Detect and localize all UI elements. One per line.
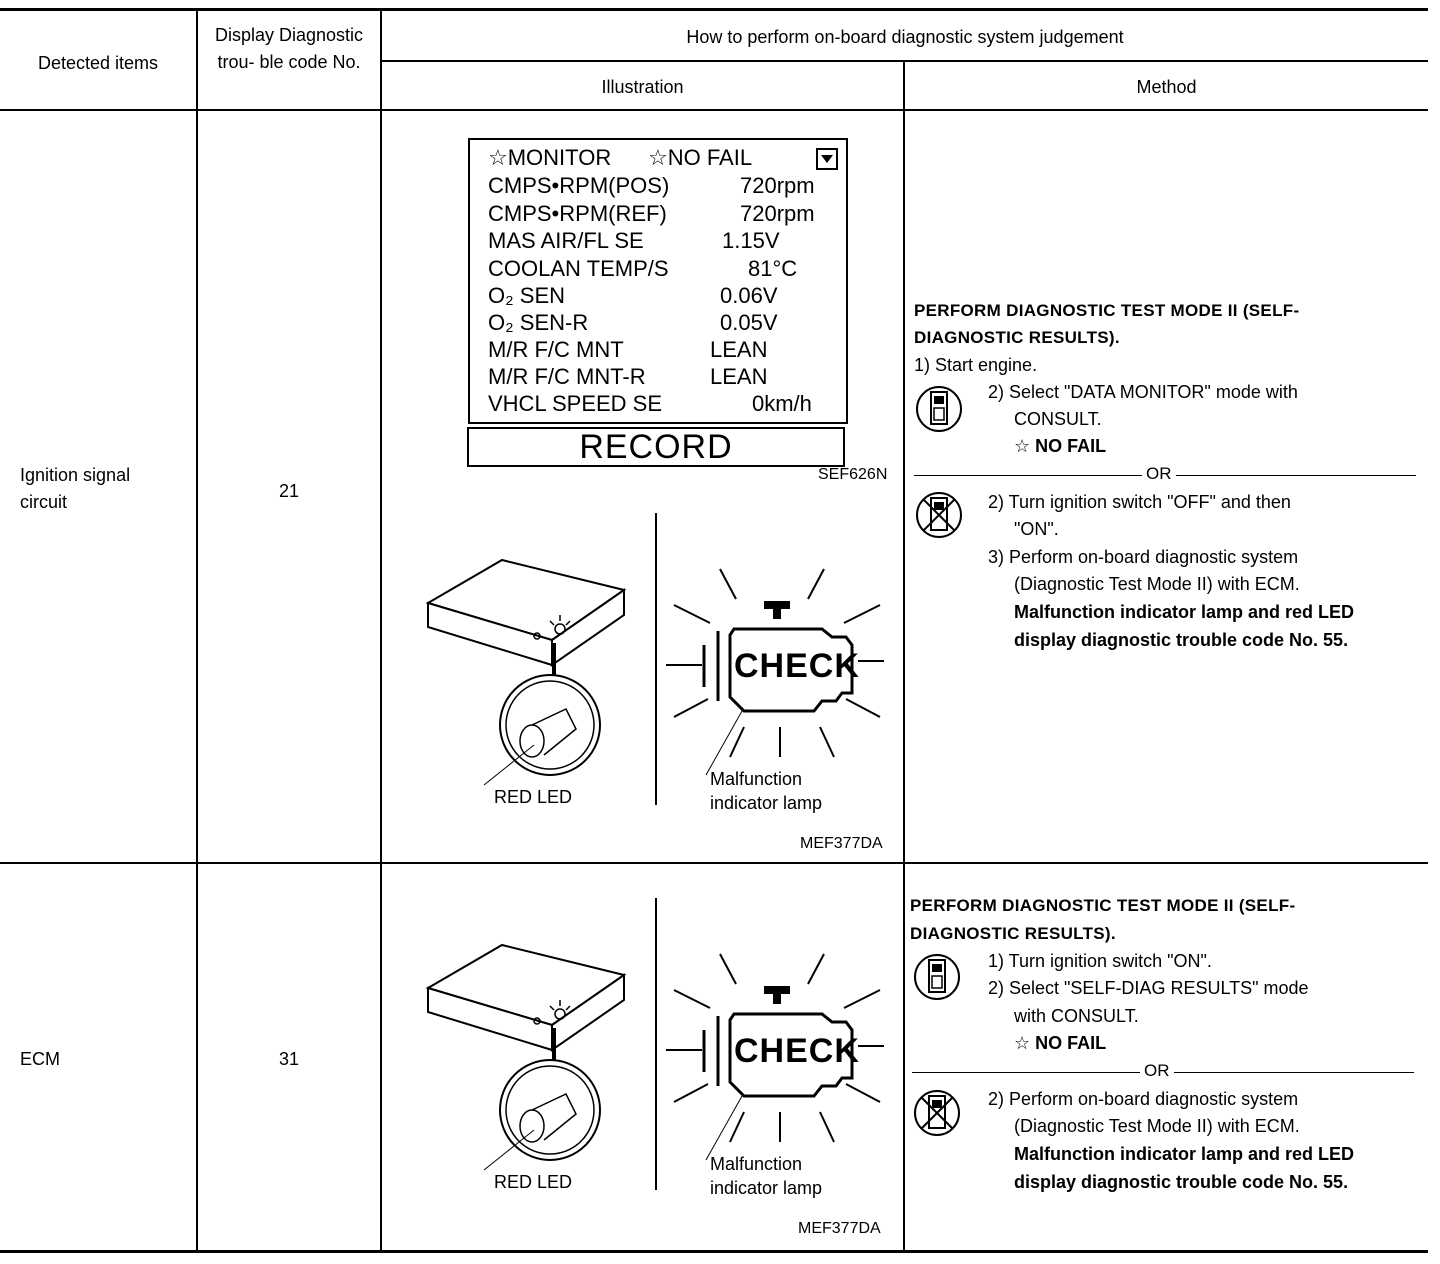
consult-item-value: 0.05V (720, 310, 778, 335)
consult-item-value: 0.06V (720, 283, 778, 308)
scroll-down-icon (816, 148, 838, 170)
header-display-code: Display Diagnostic trou- ble code No. (214, 25, 364, 72)
or-label: OR (1142, 464, 1176, 484)
consult-item-label: CMPS•RPM(POS) (488, 173, 670, 198)
consult-item-label: VHCL SPEED SE (488, 391, 663, 416)
method-step: "ON". (1014, 519, 1059, 539)
consult-item-value: 720rpm (740, 173, 815, 198)
consult-item-label: M/R F/C MNT (488, 337, 624, 362)
consult-item-label: COOLAN TEMP/S (488, 256, 669, 281)
ecm-illustration (384, 890, 902, 1245)
method-heading: DIAGNOSTIC RESULTS). (910, 924, 1116, 943)
row1-detected-item: Ignition signal circuit (20, 465, 131, 512)
method-step: CONSULT. (1014, 409, 1102, 429)
method-step: with CONSULT. (1014, 1006, 1139, 1026)
consult-item-value: 81°C (748, 256, 798, 281)
method-step: display diagnostic trouble code No. 55. (1014, 1172, 1349, 1192)
header-illustration: Illustration (601, 77, 684, 97)
mil-label-line-2: indicator lamp (710, 1178, 823, 1198)
col-divider-3 (903, 60, 905, 1252)
record-button: RECORD (467, 427, 845, 467)
method-step: display diagnostic trouble code No. 55. (1014, 630, 1349, 650)
red-led-label: RED LED (494, 787, 573, 807)
consult-item-value: LEAN (710, 337, 768, 362)
table-bottom-border (0, 1250, 1428, 1253)
consult-item-label: CMPS•RPM(REF) (488, 201, 667, 226)
mil-label-line-1: Malfunction (710, 1154, 803, 1174)
figure-code: SEF626N (818, 466, 888, 483)
row2-detected-item: ECM (20, 1049, 60, 1069)
method-step: ☆ NO FAIL (1014, 1033, 1107, 1053)
consult-tool-icon (912, 384, 970, 434)
method-step: 2) Select "SELF-DIAG RESULTS" mode (988, 978, 1309, 998)
mil-label-line-2: indicator lamp (710, 793, 823, 813)
method-heading: PERFORM DIAGNOSTIC TEST MODE II (SELF- (910, 896, 1296, 915)
consult-item-label: M/R F/C MNT-R (488, 364, 646, 389)
consult-item-value: LEAN (710, 364, 768, 389)
consult-header-no-fail: ☆NO FAIL (648, 145, 753, 170)
header-method: Method (1136, 77, 1197, 97)
header-how-to-perform: How to perform on-board diagnostic system judgement (686, 27, 1124, 47)
check-text: CHECK (734, 1032, 860, 1070)
consult-item-value: 1.15V (722, 228, 780, 253)
row2-trouble-code: 31 (278, 1049, 300, 1069)
consult-tool-icon (910, 952, 968, 1002)
method-step: (Diagnostic Test Mode II) with ECM. (1014, 1116, 1300, 1136)
no-consult-icon (912, 490, 970, 540)
header-detected-items: Detected items (37, 53, 159, 73)
method-step: ☆ NO FAIL (1014, 436, 1107, 456)
consult-item-label: O₂ SEN-R (488, 310, 589, 335)
figure-code: MEF377DA (798, 1220, 881, 1237)
ecm-illustration (384, 505, 902, 860)
row1-trouble-code: 21 (278, 481, 300, 501)
table-header-bottom-border (0, 109, 1428, 111)
red-led-label: RED LED (494, 1172, 573, 1192)
method-step: (Diagnostic Test Mode II) with ECM. (1014, 574, 1300, 594)
or-label: OR (1140, 1061, 1174, 1081)
method-step: 3) Perform on-board diagnostic system (988, 547, 1299, 567)
no-consult-icon (910, 1088, 968, 1138)
method-step: Malfunction indicator lamp and red LED (1014, 1144, 1355, 1164)
figure-code: MEF377DA (800, 835, 883, 852)
method-heading: PERFORM DIAGNOSTIC TEST MODE II (SELF- (914, 301, 1300, 320)
method-step: 1) Turn ignition switch "ON". (988, 951, 1212, 971)
consult-item-value: 0km/h (752, 391, 812, 416)
consult-item-label: MAS AIR/FL SE (488, 228, 644, 253)
method-step: 2) Turn ignition switch "OFF" and then (988, 492, 1291, 512)
table-top-border (0, 8, 1428, 11)
mil-label-line-1: Malfunction (710, 769, 803, 789)
method-step: 2) Perform on-board diagnostic system (988, 1089, 1299, 1109)
consult-item-value: 720rpm (740, 201, 815, 226)
method-step: Malfunction indicator lamp and red LED (1014, 602, 1355, 622)
col-divider-2 (380, 8, 382, 1252)
table-subheader-divider (382, 60, 1428, 62)
consult-item-label: O₂ SEN (488, 283, 565, 308)
consult-header-monitor: ☆MONITOR (488, 145, 612, 170)
method-step: 1) Start engine. (914, 355, 1038, 375)
consult-monitor-screen (468, 138, 848, 424)
check-text: CHECK (734, 647, 860, 685)
row-divider (0, 862, 1428, 864)
method-step: 2) Select "DATA MONITOR" mode with (988, 382, 1298, 402)
method-heading: DIAGNOSTIC RESULTS). (914, 328, 1120, 347)
